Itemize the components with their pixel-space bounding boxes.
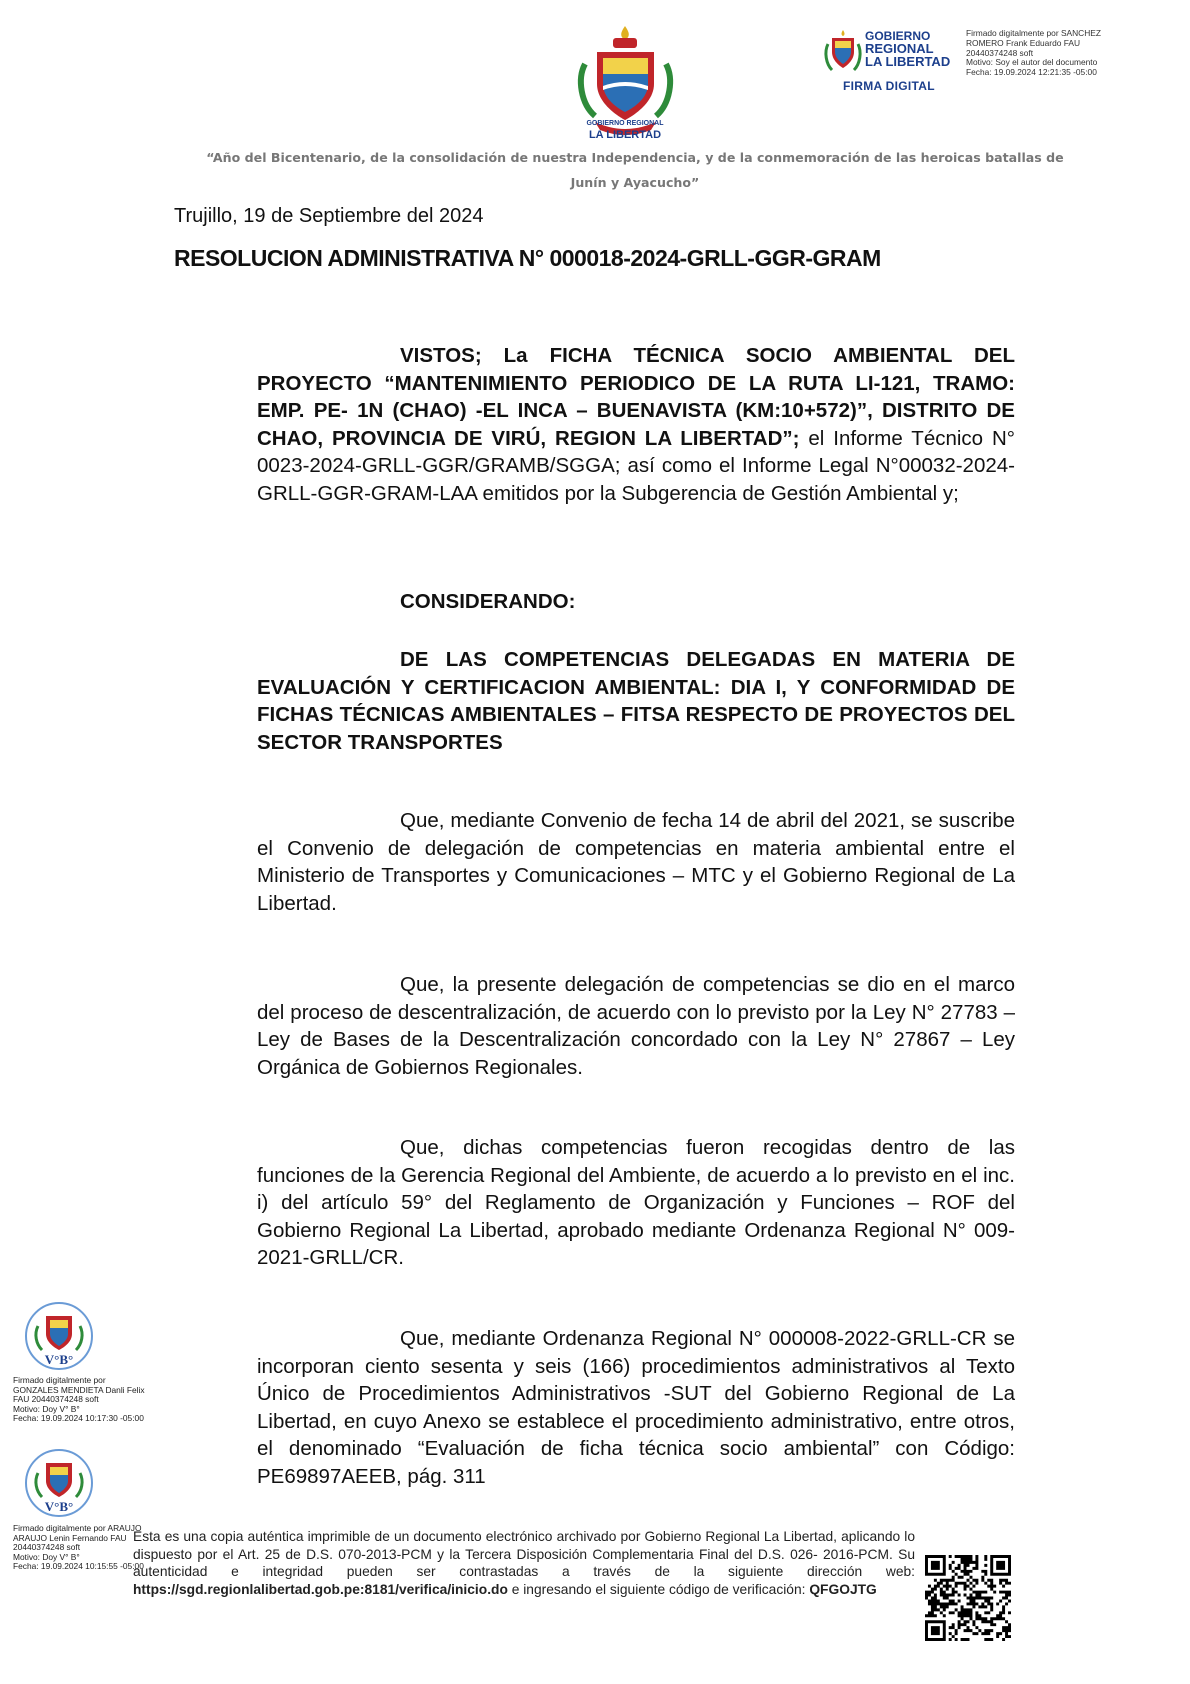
vobo1-info [13, 1376, 193, 1424]
footer-text: Esta es una copia auténtica imprimible de un documento electrónico archivado por Gobierno Regional La Libertad, aplicando lo dispuesto por el Art. 25 de D.S. 070-2013-PCM y la Tercera Disposición Complementaria Final del D.S. 026- 2016-PCM. Su autenticidad e integridad pueden ser contrastadas a través de la siguiente dirección web: [133, 1529, 915, 1580]
vobo-info-line: Fecha: 19.09.2024 10:15:55 -05:00 [13, 1561, 144, 1572]
crest-caption-bottom: LA LIBERTAD [588, 129, 662, 141]
body-paragraph: Que, mediante Convenio de fecha 14 de abril del 2021, se suscribe el Convenio de delegación de competencias en materia ambiental entre el Ministerio de Transportes y Comunicaciones – MTC y el Gobierno Regional de La Libertad. [257, 809, 1015, 915]
vistos-rest: el Informe Técnico N° 0023-2024-GRLL-GGR/GRAMB/SGGA; así como el Informe Legal N°00032-2024-GRLL-GGR-GRAM-LAA emitidos por la Subgerencia de Gestión Ambiental y; [257, 426, 1015, 505]
badge-crest-icon [822, 28, 864, 76]
signature-info-line: Motivo: Soy el autor del documento [966, 57, 1098, 68]
vobo-info-line: ARAUJO Lenin Fernando FAU [13, 1532, 127, 1543]
vobo-info-line: FAU 20440374248 soft [13, 1394, 99, 1405]
vobo-info-line: Firmado digitalmente por [13, 1375, 106, 1385]
vobo-info-line: Motivo: Doy V° B° [13, 1403, 80, 1414]
badge-line-2: REGIONAL [865, 41, 934, 56]
vobo-info-line: 20440374248 soft [13, 1542, 81, 1553]
vobo-info-line: GONZALES MENDIETA Danli Felix [13, 1384, 145, 1395]
date-line: Trujillo, 19 de Septiembre del 2024 [174, 205, 484, 227]
verification-code: QFGOJTG [809, 1582, 877, 1598]
body-paragraph: Que, dichas competencias fueron recogidas dentro de las funciones de la Gerencia Regional del Ambiente, de acuerdo a lo previsto en el inc. i) del artículo 59° del Reglamento de Organización y Funciones – ROF del Gobierno Regional La Libertad, aprobado mediante Ordenanza Regional N° 009-2021-GRLL/CR. [257, 1136, 1015, 1270]
vobo-stamp-icon [22, 1447, 97, 1525]
competencias-heading: DE LAS COMPETENCIAS DELEGADAS EN MATERIA DE EVALUACIÓN Y CERTIFICACION AMBIENTAL: DIA I, Y CONFORMIDAD DE FICHAS TÉCNICAS AMBIENTALES – FITSA RESPECTO DE PROYECTOS DEL SECTOR TRANSPORTES [257, 648, 1015, 754]
vobo-info-line: Motivo: Doy V° B° [13, 1551, 80, 1562]
vobo-info-line: Fecha: 19.09.2024 10:17:30 -05:00 [13, 1413, 144, 1424]
badge-line-3: LA LIBERTAD [865, 54, 951, 69]
badge-line-1: GOBIERNO [865, 29, 931, 43]
firma-digital-label: FIRMA DIGITAL [843, 79, 935, 93]
vobo-label: V°B° [44, 1352, 74, 1367]
verification-url[interactable]: https://sgd.regionlalibertad.gob.pe:8181/verifica/inicio.do [133, 1582, 508, 1598]
signature-info [966, 29, 1146, 78]
vobo-info-line: Firmado digitalmente por ARAUJO [13, 1523, 142, 1533]
signature-info-line: Fecha: 19.09.2024 12:21:35 -05:00 [966, 67, 1097, 78]
signature-info-line: Firmado digitalmente por SANCHEZ [966, 28, 1101, 38]
crest-caption-top: GOBIERNO REGIONAL [586, 120, 664, 127]
body-paragraph: Que, la presente delegación de competencias se dio en el marco del proceso de descentralización, de acuerdo con lo previsto por la Ley N° 27783 – Ley de Bases de la Descentralización concordado con la Ley N° 27867 – Ley Orgánica de Gobiernos Regionales. [257, 973, 1015, 1079]
vobo-stamp-icon [22, 1300, 97, 1378]
body-paragraph: Que, mediante Ordenanza Regional N° 000008-2022-GRLL-CR se incorporan ciento sesenta y seis (166) procedimientos administrativos al Texto Único de Procedimientos Administrativos -SUT del Gobierno Regional de La Libertad, en cuyo Anexo se establece el procedimiento administrativo, entre otros, el denominado “Evaluación de ficha técnica socio ambiental” con Código: PE69897AEEB, pág. 311 [257, 1327, 1015, 1488]
footer-text-2: e ingresando el siguiente código de verificación: [507, 1582, 810, 1598]
vistos-paragraph [257, 342, 1015, 508]
qr-code-icon [925, 1555, 1011, 1641]
vobo-label: V°B° [44, 1499, 74, 1514]
signature-info-line: ROMERO Frank Eduardo FAU [966, 37, 1081, 48]
signature-info-line: 20440374248 soft [966, 47, 1034, 58]
authenticity-notice [133, 1528, 915, 1599]
considerando-heading: CONSIDERANDO: [400, 590, 576, 613]
year-motto: “Año del Bicentenario, de la consolidación de nuestra Independencia, y de la conmemoración de las heroicas batallas de Junín y Ayacucho” [206, 150, 1064, 190]
vistos-bold: VISTOS; La FICHA TÉCNICA SOCIO AMBIENTAL DEL PROYECTO “MANTENIMIENTO PERIODICO DE LA RUTA LI-121, TRAMO: EMP. PE- 1N (CHAO) -EL INCA – BUENAVISTA (KM:10+572)”, DISTRITO DE CHAO, PROVINCIA DE VIRÚ, REGION LA LIBERTAD”; [257, 344, 1015, 450]
resolution-title: RESOLUCION ADMINISTRATIVA N° 000018-2024-GRLL-GGR-GRAM [174, 245, 881, 271]
